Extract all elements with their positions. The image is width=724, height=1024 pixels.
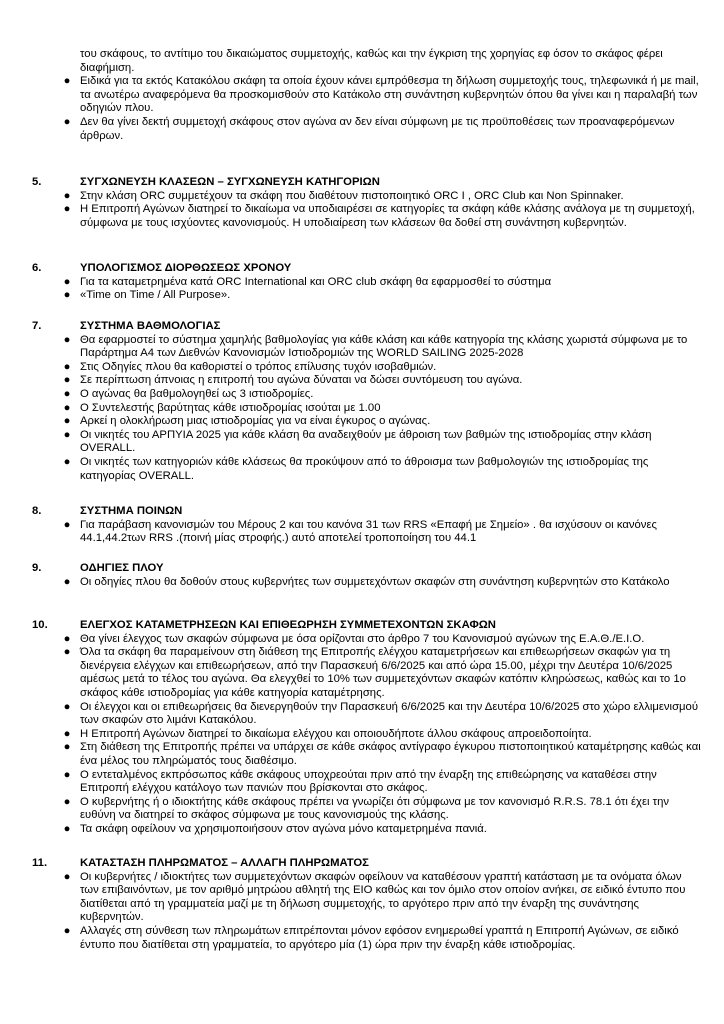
section-number: 7.	[32, 320, 42, 332]
section-bullet-list	[32, 633, 702, 837]
list-item: ● Ο κυβερνήτης ή ο ιδιοκτήτης κάθε σκάφους πρέπει να γνωρίζει ότι σύμφωνα με τον κανονισμό R.R.S. 78.1 ότι έχει την ευθύνη να διατηρεί το σκάφος σύμφωνα με τους κανονισμούς της κλάσης.	[63, 795, 670, 822]
list-item: ● Όλα τα σκάφη θα παραμείνουν στη διάθεση της Επιτροπής ελέγχου καταμετρήσεων και επιθεωρήσεων σκαφών για τη διενέργεια ελέγχων και επιθεωρήσεων, από την Παρασκευή 6/6/2025 και από ώρα 15.00, μέχρι την Δευτέρα 10/6/2025 αμέσως μετά το τέλος του αγώνα. Θα ελεγχθεί το 10% των συμμετεχόντων σκαφών κατόπιν κληρώσεως, καθώς και το 1ο σκάφος κάθε ιστιοδρομίας για κάθε κατηγορία καταμέτρησης.	[63, 646, 686, 699]
intro-block	[32, 48, 702, 143]
list-item: ● Ειδικά για τα εκτός Κατακόλου σκάφη τα οποία έχουν κάνει εμπρόθεσμα τη δήλωση συμμετοχής τους, τηλεφωνικά ή με mail, τα ανωτέρω αναφερόμενα θα προσκομισθούν στο Κατάκολο στη συνάντηση κυβερνητών όπου θα γίνει και η παραλαβή των οδηγιών πλου.	[63, 75, 699, 115]
section-10	[32, 619, 702, 837]
bullet-icon: ●	[63, 415, 71, 428]
bullet-icon: ●	[63, 115, 71, 128]
bullet-icon: ●	[63, 632, 71, 645]
section-heading	[32, 320, 702, 334]
section-heading	[32, 857, 702, 871]
bullet-icon: ●	[63, 646, 71, 659]
section-5	[32, 176, 702, 230]
section-heading	[32, 562, 702, 576]
section-8	[32, 505, 702, 546]
section-number: 8.	[32, 505, 42, 517]
section-bullet-list	[32, 576, 702, 590]
bullet-icon: ●	[63, 822, 71, 835]
list-item: ● Τα σκάφη οφείλουν να χρησιμοποιήσουν στον αγώνα μόνο καταμετρημένα πανιά.	[63, 822, 487, 835]
section-title: ΥΠΟΛΟΓΙΣΜΟΣ ΔΙΟΡΘΩΣΕΩΣ ΧΡΟΝΟΥ	[80, 262, 292, 274]
section-number: 9.	[32, 562, 42, 574]
bullet-icon: ●	[63, 360, 71, 373]
section-bullet-list	[32, 871, 702, 953]
list-item: ● Οι οδηγίες πλου θα δοθούν στους κυβερνήτες των συμμετεχόντων σκαφών στη συνάντηση κυβερνητών στο Κατάκολο	[63, 575, 670, 588]
bullet-icon: ●	[63, 275, 71, 288]
list-item: ● Στις Οδηγίες πλου θα καθοριστεί ο τρόπος επίλυσης τυχόν ισοβαθμιών.	[63, 360, 437, 373]
section-title: ΣΥΣΤΗΜΑ ΒΑΘΜΟΛΟΓΙΑΣ	[80, 320, 221, 332]
list-item: ● Στην κλάση ORC συμμετέχουν τα σκάφη που διαθέτουν πιστοποιητικό ORC I , ORC Club και Non Spinnaker.	[63, 189, 624, 202]
bullet-icon: ●	[63, 401, 71, 414]
section-title: ΣΥΓΧΩΝΕΥΣΗ ΚΛΑΣΕΩΝ – ΣΥΓΧΩΝΕΥΣΗ ΚΑΤΗΓΟΡΙΩΝ	[80, 176, 380, 188]
section-bullet-list	[32, 334, 702, 484]
list-item: ● Οι νικητές του ΑΡΠΥΙΑ 2025 για κάθε κλάση θα αναδειχθούν με άθροιση των βαθμών της ιστιοδρομίας στην κλάση OVERALL.	[63, 428, 652, 455]
section-heading	[32, 619, 702, 633]
section-number: 6.	[32, 262, 42, 274]
bullet-icon: ●	[63, 455, 71, 468]
section-heading	[32, 176, 702, 190]
list-item: ● Οι κυβερνήτες / ιδιοκτήτες των συμμετεχόντων σκαφών οφείλουν να καταθέσουν γραπτή κατάσταση με τα ονόματα όλων των επιβαινόντων, με τον αριθμό μητρώου αθλητή της ΕΙΟ καθώς και τον όμιλο στον οποίον ανήκει, σε ειδικό έντυπο που διατίθεται από τη γραμματεία μαζί με τη δήλωση συμμετοχής, το αργότερο πριν από την έναρξη της συνάντησης κυβερνητών.	[63, 870, 686, 924]
list-item: ● Η Επιτροπή Αγώνων διατηρεί το δικαίωμα να υποδιαιρέσει σε κατηγορίες τα σκάφη κάθε κλάσης ανάλογα με τη συμμετοχή, σύμφωνα με τους ισχύοντες κανονισμούς. Η υποδιαίρεση των κλάσεων θα δοθεί στη συνάντηση κυβερνητών.	[63, 203, 695, 229]
bullet-icon: ●	[63, 203, 71, 216]
bullet-icon: ●	[63, 289, 71, 302]
list-item: ● Σε περίπτωση άπνοιας η επιτροπή του αγώνα δύναται να δώσει συντόμευση του αγώνα.	[63, 374, 523, 387]
bullet-icon: ●	[63, 189, 71, 202]
bullet-icon: ●	[63, 924, 71, 937]
list-item: ● Οι νικητές των κατηγοριών κάθε κλάσεως θα προκύψουν από το άθροισμα των βαθμολογιών της ιστιοδρομίας της κατηγορίας OVERALL.	[63, 455, 649, 482]
list-item: ● Για τα καταμετρημένα κατά ORC International και ORC club σκάφη θα εφαρμοσθεί το σύστημα	[63, 275, 552, 288]
section-title: ΣΥΣΤΗΜΑ ΠΟΙΝΩΝ	[80, 505, 183, 517]
list-item: ● Αρκεί η ολοκλήρωση μιας ιστιοδρομίας για να είναι έγκυρος ο αγώνας.	[63, 415, 431, 428]
bullet-icon: ●	[63, 870, 71, 883]
section-title: ΟΔΗΓΙΕΣ ΠΛΟΥ	[80, 562, 164, 574]
section-7	[32, 320, 702, 483]
bullet-icon: ●	[63, 768, 71, 781]
bullet-icon: ●	[63, 333, 71, 346]
list-item: ● Ο Συντελεστής βαρύτητας κάθε ιστιοδρομίας ισούται με 1.00	[63, 401, 381, 414]
section-9	[32, 562, 702, 589]
continuation-text: του σκάφους, το αντίτιμο του δικαιώματος συμμετοχής, καθώς και την έγκριση της χορηγίας εφ όσον το σκάφος φέρει διαφήμιση.	[80, 48, 663, 74]
list-item: ● Στη διάθεση της Επιτροπής πρέπει να υπάρχει σε κάθε σκάφος αντίγραφο έγκυρου πιστοποιητικού καταμέτρησης καθώς και ένα μέλος του πληρώματός τους διαθέσιμο.	[63, 741, 701, 767]
list-item: ● Οι έλεγχοι και οι επιθεωρήσεις θα διενεργηθούν την Παρασκευή 6/6/2025 και την Δευτέρα 10/6/2025 στο χώρο ελλιμενισμού των σκαφών στο λιμάνι Κατακόλου.	[63, 700, 699, 727]
bullet-icon: ●	[63, 518, 71, 531]
list-item: ● Ο αγώνας θα βαθμολογηθεί ως 3 ιστιοδρομίες.	[63, 387, 314, 400]
list-item: ● Θα εφαρμοστεί το σύστημα χαμηλής βαθμολογίας για κάθε κλάση και κάθε κατηγορία της κλάσης χωριστά σύμφωνα με το Παράρτημα Α4 των Διεθνών Κανονισμών Ιστιοδρομιών της WORLD SAILING 2025-2028	[63, 333, 688, 360]
section-number: 5.	[32, 176, 42, 188]
bullet-icon: ●	[63, 741, 71, 754]
list-item: ● Ο εντεταλμένος εκπρόσωπος κάθε σκάφους υποχρεούται πριν από την έναρξη της επιθεώρησης να καταθέσει στην Επιτροπή ελέγχου κατάλογο των πανιών που βρίσκονται στο σκάφος.	[63, 768, 657, 795]
bullet-icon: ●	[63, 374, 71, 387]
section-heading	[32, 505, 702, 519]
bullet-icon: ●	[63, 387, 71, 400]
list-item: ● «Time on Time / All Purpose».	[63, 289, 231, 302]
bullet-icon: ●	[63, 795, 71, 808]
intro-bullet-list	[32, 75, 702, 143]
section-heading	[32, 262, 702, 276]
list-item: ● Για παράβαση κανονισμών του Μέρους 2 και του κανόνα 31 των RRS «Επαφή με Σημείο» . θα ισχύσουν οι κανόνες 44.1,44.2των RRS .(ποινή μίας στροφής.) αυτό αποτελεί τροποποίηση του 44.1	[63, 518, 657, 545]
section-title: ΚΑΤΑΣΤΑΣΗ ΠΛΗΡΩΜΑΤΟΣ – ΑΛΛΑΓΗ ΠΛΗΡΩΜΑΤΟΣ	[80, 857, 369, 869]
section-6	[32, 262, 702, 303]
list-item: ● Αλλαγές στη σύνθεση των πληρωμάτων επιτρέπονται μόνον εφόσον ενημερωθεί γραπτά η Επιτροπή Αγώνων, σε ειδικό έντυπο που διατίθεται στη γραμματεία, το αργότερο μία (1) ώρα πριν την έναρξη κάθε ιστιοδρομίας.	[63, 924, 679, 951]
section-title: ΕΛΕΓΧΟΣ ΚΑΤΑΜΕΤΡΗΣΕΩΝ ΚΑΙ ΕΠΙΘΕΩΡΗΣΗ ΣΥΜΜΕΤΕΧΟΝΤΩΝ ΣΚΑΦΩΝ	[80, 619, 496, 631]
bullet-icon: ●	[63, 428, 71, 441]
section-bullet-list	[32, 190, 702, 231]
bullet-icon: ●	[63, 75, 71, 88]
section-11	[32, 857, 702, 952]
list-item: ● Θα γίνει έλεγχος των σκαφών σύμφωνα με όσα ορίζονται στο άρθρο 7 του Κανονισμού αγώνων της Ε.Α.Θ./Ε.Ι.Ο.	[63, 632, 645, 645]
section-number: 10.	[32, 619, 48, 631]
bullet-icon: ●	[63, 727, 71, 740]
bullet-icon: ●	[63, 700, 71, 713]
section-number: 11.	[32, 857, 48, 869]
bullet-icon: ●	[63, 575, 71, 588]
section-bullet-list	[32, 276, 702, 303]
list-item: ● Δεν θα γίνει δεκτή συμμετοχή σκάφους στον αγώνα αν δεν είναι σύμφωνη με τις προϋποθέσεις των προαναφερόμενων άρθρων.	[63, 115, 675, 142]
section-bullet-list	[32, 519, 702, 546]
list-item: ● Η Επιτροπή Αγώνων διατηρεί το δικαίωμα ελέγχου και οποιουδήποτε άλλου σκάφους απροειδοποίητα.	[63, 727, 592, 740]
